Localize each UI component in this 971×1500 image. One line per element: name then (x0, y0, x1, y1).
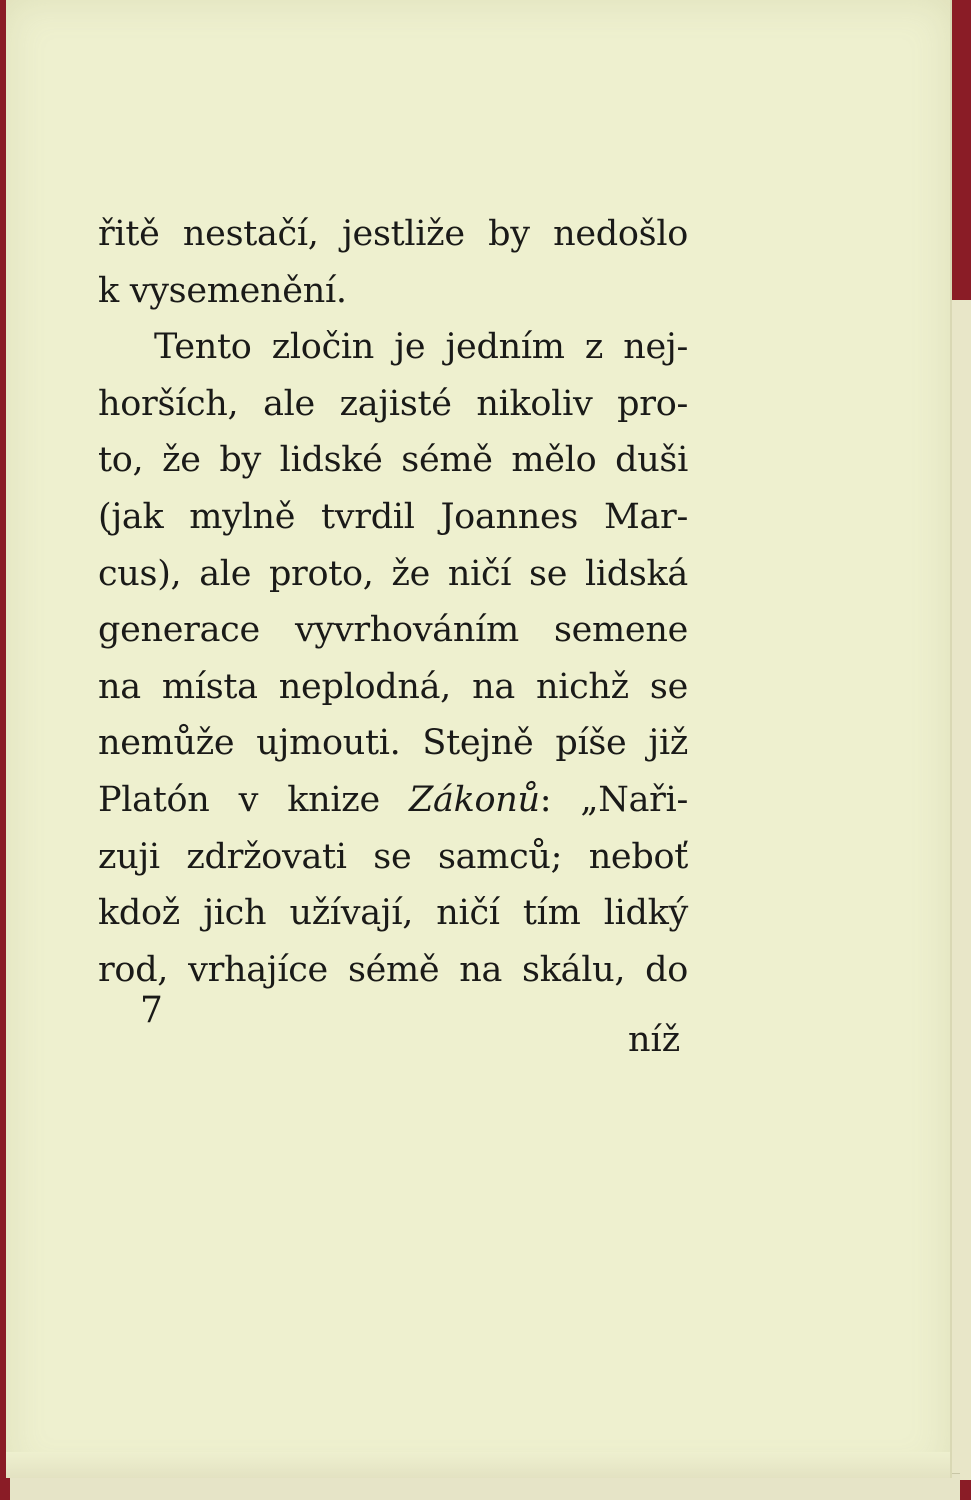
book-page (6, 0, 952, 1478)
text-line-12: zuji zdržovati se samců; neboť (98, 836, 688, 877)
text-line-10: nemůže ujmouti. Stejně píše již (98, 723, 688, 764)
text-line-3: Tento zločin je jedním z nej- (154, 327, 688, 368)
book-title-zakonu: Zákonů (409, 779, 540, 820)
text-line-9: na místa neplodná, na nichž se (98, 666, 688, 707)
text-line-13: kdož jich užívají, ničí tím lidký (98, 893, 688, 934)
text-line-8: generace vyvrhováním semene (98, 610, 688, 651)
catchword: níž (628, 1020, 681, 1060)
text-line-14: rod, vrhajíce sémě na skálu, do (98, 949, 688, 990)
text-line-4: horších, ale zajisté nikoliv pro- (98, 383, 688, 424)
text-line-2: k vysemenění. (98, 270, 347, 311)
platon-before: Platón v knize (98, 779, 410, 820)
page-number: 7 (140, 990, 163, 1031)
text-line-7: cus), ale proto, že ničí se lidská (98, 553, 688, 594)
platon-after: : „Naři- (539, 779, 688, 820)
text-line-1: řitě nestačí, jestliže by nedošlo (98, 214, 688, 254)
text-line-5: to, že by lidské sémě mělo duši (98, 440, 688, 481)
text-line-6: (jak mylně tvrdil Joannes Mar- (98, 496, 688, 537)
text-line-platon (98, 772, 688, 829)
body-text (98, 206, 688, 998)
